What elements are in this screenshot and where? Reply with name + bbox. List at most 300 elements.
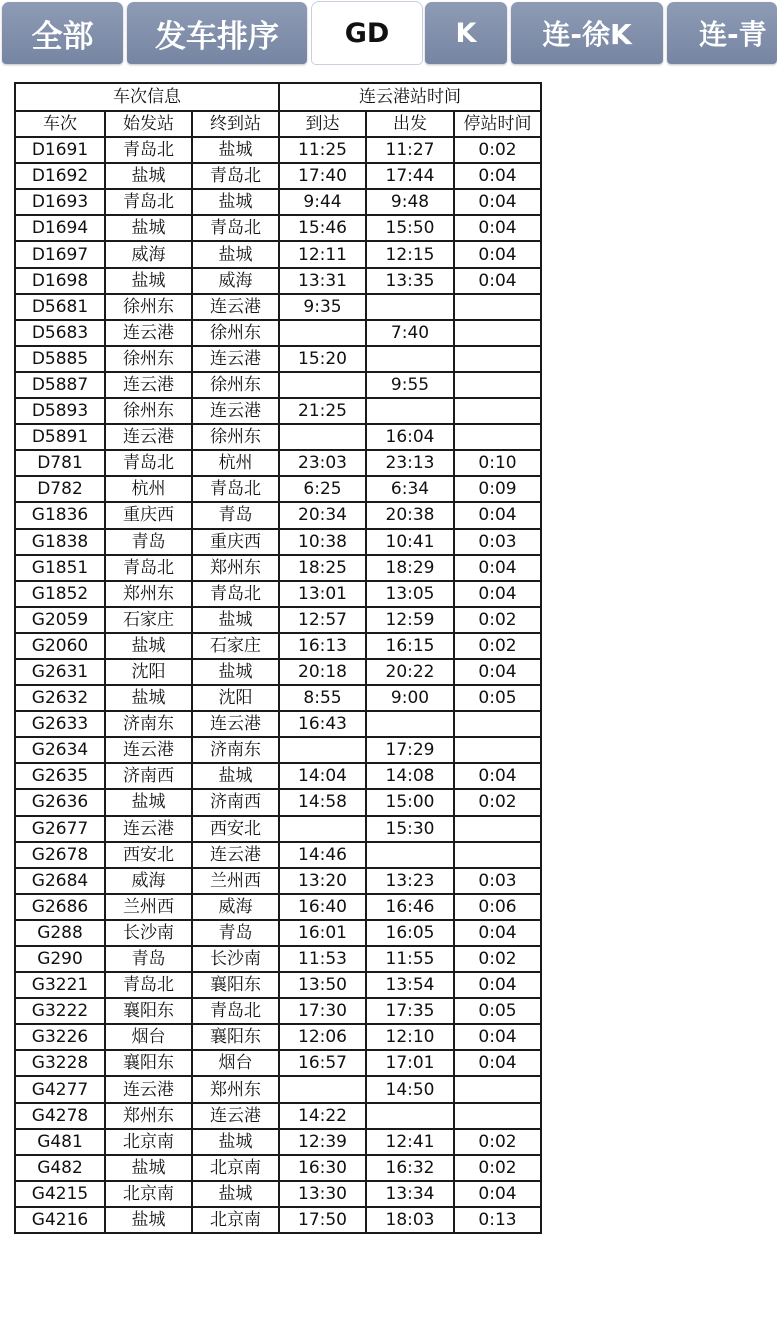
table-row xyxy=(15,1103,541,1129)
cell-train-no: D5885 xyxy=(15,346,105,372)
cell-stop-time xyxy=(454,1103,541,1129)
table-row xyxy=(15,294,541,320)
cell-destination: 沈阳 xyxy=(192,685,279,711)
cell-stop-time: 0:04 xyxy=(454,189,541,215)
cell-origin: 连云港 xyxy=(105,372,192,398)
cell-origin: 徐州东 xyxy=(105,294,192,320)
cell-arrive xyxy=(279,424,366,450)
cell-depart: 17:35 xyxy=(366,998,454,1024)
cell-destination: 济南西 xyxy=(192,789,279,815)
cell-destination: 盐城 xyxy=(192,241,279,267)
cell-arrive: 16:40 xyxy=(279,894,366,920)
cell-train-no: G2678 xyxy=(15,842,105,868)
cell-stop-time: 0:05 xyxy=(454,685,541,711)
cell-depart: 16:04 xyxy=(366,424,454,450)
cell-origin: 徐州东 xyxy=(105,346,192,372)
cell-arrive: 16:01 xyxy=(279,920,366,946)
cell-depart xyxy=(366,398,454,424)
cell-train-no: G2632 xyxy=(15,685,105,711)
table-row xyxy=(15,972,541,998)
cell-origin: 济南西 xyxy=(105,763,192,789)
cell-stop-time: 0:02 xyxy=(454,789,541,815)
cell-origin: 连云港 xyxy=(105,1076,192,1102)
cell-origin: 连云港 xyxy=(105,816,192,842)
table-row xyxy=(15,685,541,711)
cell-arrive: 17:50 xyxy=(279,1207,366,1233)
cell-stop-time: 0:02 xyxy=(454,607,541,633)
col-header-stop-time: 停站时间 xyxy=(454,111,541,137)
table-row xyxy=(15,1129,541,1155)
cell-destination: 连云港 xyxy=(192,346,279,372)
cell-arrive: 11:53 xyxy=(279,946,366,972)
table-row xyxy=(15,372,541,398)
tab-lian-xu-k[interactable]: 连-徐K xyxy=(511,2,663,64)
cell-stop-time xyxy=(454,320,541,346)
table-row xyxy=(15,502,541,528)
table-row xyxy=(15,1050,541,1076)
cell-arrive: 16:43 xyxy=(279,711,366,737)
cell-origin: 青岛 xyxy=(105,529,192,555)
table-row xyxy=(15,555,541,581)
cell-origin: 济南东 xyxy=(105,711,192,737)
cell-destination: 徐州东 xyxy=(192,424,279,450)
cell-stop-time: 0:04 xyxy=(454,215,541,241)
cell-depart: 20:22 xyxy=(366,659,454,685)
cell-depart: 11:55 xyxy=(366,946,454,972)
cell-stop-time xyxy=(454,816,541,842)
cell-stop-time: 0:02 xyxy=(454,1129,541,1155)
cell-stop-time: 0:02 xyxy=(454,1155,541,1181)
cell-stop-time: 0:04 xyxy=(454,1181,541,1207)
cell-destination: 徐州东 xyxy=(192,320,279,346)
table-row xyxy=(15,998,541,1024)
cell-depart: 16:15 xyxy=(366,633,454,659)
cell-train-no: G3222 xyxy=(15,998,105,1024)
cell-origin: 郑州东 xyxy=(105,1103,192,1129)
cell-origin: 郑州东 xyxy=(105,581,192,607)
cell-origin: 盐城 xyxy=(105,1207,192,1233)
cell-arrive xyxy=(279,816,366,842)
cell-stop-time: 0:09 xyxy=(454,476,541,502)
cell-depart: 13:54 xyxy=(366,972,454,998)
cell-origin: 石家庄 xyxy=(105,607,192,633)
cell-train-no: D1697 xyxy=(15,241,105,267)
cell-origin: 襄阳东 xyxy=(105,1050,192,1076)
cell-arrive: 18:25 xyxy=(279,555,366,581)
tab-gd[interactable]: GD xyxy=(312,2,422,64)
col-header-depart: 出发 xyxy=(366,111,454,137)
cell-origin: 盐城 xyxy=(105,215,192,241)
cell-destination: 徐州东 xyxy=(192,372,279,398)
cell-destination: 烟台 xyxy=(192,1050,279,1076)
tab-bar xyxy=(0,0,767,66)
cell-train-no: G2636 xyxy=(15,789,105,815)
cell-origin: 威海 xyxy=(105,868,192,894)
cell-arrive: 16:30 xyxy=(279,1155,366,1181)
cell-train-no: G482 xyxy=(15,1155,105,1181)
cell-arrive: 15:20 xyxy=(279,346,366,372)
cell-stop-time: 0:04 xyxy=(454,1024,541,1050)
cell-train-no: G1851 xyxy=(15,555,105,581)
cell-stop-time: 0:04 xyxy=(454,972,541,998)
table-row xyxy=(15,659,541,685)
cell-destination: 连云港 xyxy=(192,398,279,424)
cell-stop-time: 0:03 xyxy=(454,868,541,894)
cell-depart: 23:13 xyxy=(366,450,454,476)
table-row xyxy=(15,189,541,215)
cell-stop-time: 0:03 xyxy=(454,529,541,555)
cell-destination: 威海 xyxy=(192,268,279,294)
cell-arrive: 17:40 xyxy=(279,163,366,189)
cell-destination: 西安北 xyxy=(192,816,279,842)
cell-destination: 长沙南 xyxy=(192,946,279,972)
cell-destination: 石家庄 xyxy=(192,633,279,659)
col-header-arrive: 到达 xyxy=(279,111,366,137)
cell-destination: 青岛 xyxy=(192,502,279,528)
cell-train-no: G4277 xyxy=(15,1076,105,1102)
cell-destination: 威海 xyxy=(192,894,279,920)
cell-destination: 连云港 xyxy=(192,1103,279,1129)
cell-destination: 杭州 xyxy=(192,450,279,476)
group-header-station-time: 连云港站时间 xyxy=(279,83,541,111)
cell-stop-time: 0:04 xyxy=(454,920,541,946)
cell-stop-time xyxy=(454,737,541,763)
table-row xyxy=(15,137,541,163)
cell-depart: 13:35 xyxy=(366,268,454,294)
cell-origin: 连云港 xyxy=(105,320,192,346)
cell-origin: 青岛北 xyxy=(105,189,192,215)
cell-origin: 北京南 xyxy=(105,1181,192,1207)
cell-train-no: D1698 xyxy=(15,268,105,294)
cell-depart: 16:46 xyxy=(366,894,454,920)
cell-depart: 18:03 xyxy=(366,1207,454,1233)
cell-origin: 长沙南 xyxy=(105,920,192,946)
cell-origin: 徐州东 xyxy=(105,398,192,424)
cell-arrive xyxy=(279,1076,366,1102)
cell-arrive: 6:25 xyxy=(279,476,366,502)
tab-departure-sort[interactable]: 发车排序 xyxy=(127,2,307,64)
cell-arrive: 14:22 xyxy=(279,1103,366,1129)
cell-arrive: 10:38 xyxy=(279,529,366,555)
cell-origin: 盐城 xyxy=(105,633,192,659)
table-row xyxy=(15,163,541,189)
table-row xyxy=(15,1155,541,1181)
cell-arrive: 13:50 xyxy=(279,972,366,998)
tab-k[interactable]: K xyxy=(425,2,507,64)
cell-train-no: G290 xyxy=(15,946,105,972)
cell-stop-time: 0:05 xyxy=(454,998,541,1024)
table-row xyxy=(15,476,541,502)
cell-stop-time: 0:04 xyxy=(454,268,541,294)
cell-destination: 盐城 xyxy=(192,1129,279,1155)
cell-depart: 14:08 xyxy=(366,763,454,789)
cell-destination: 盐城 xyxy=(192,1181,279,1207)
cell-destination: 盐城 xyxy=(192,607,279,633)
cell-train-no: G2633 xyxy=(15,711,105,737)
table-row xyxy=(15,633,541,659)
cell-train-no: G2060 xyxy=(15,633,105,659)
cell-depart: 20:38 xyxy=(366,502,454,528)
cell-depart: 10:41 xyxy=(366,529,454,555)
table-row xyxy=(15,581,541,607)
col-header-destination: 终到站 xyxy=(192,111,279,137)
cell-train-no: G3226 xyxy=(15,1024,105,1050)
cell-stop-time: 0:04 xyxy=(454,1050,541,1076)
cell-stop-time: 0:04 xyxy=(454,163,541,189)
cell-depart: 13:05 xyxy=(366,581,454,607)
cell-destination: 青岛北 xyxy=(192,163,279,189)
cell-stop-time xyxy=(454,1076,541,1102)
cell-train-no: G2631 xyxy=(15,659,105,685)
cell-arrive: 17:30 xyxy=(279,998,366,1024)
cell-train-no: D782 xyxy=(15,476,105,502)
cell-destination: 重庆西 xyxy=(192,529,279,555)
table-row xyxy=(15,920,541,946)
cell-stop-time xyxy=(454,346,541,372)
table-row xyxy=(15,868,541,894)
table-row xyxy=(15,946,541,972)
table-row xyxy=(15,816,541,842)
table-row xyxy=(15,529,541,555)
table-row xyxy=(15,424,541,450)
cell-depart xyxy=(366,842,454,868)
cell-destination: 青岛 xyxy=(192,920,279,946)
cell-arrive: 12:39 xyxy=(279,1129,366,1155)
cell-origin: 连云港 xyxy=(105,737,192,763)
cell-depart: 13:34 xyxy=(366,1181,454,1207)
column-header-row xyxy=(15,111,541,137)
cell-destination: 郑州东 xyxy=(192,1076,279,1102)
cell-arrive: 12:06 xyxy=(279,1024,366,1050)
cell-destination: 郑州东 xyxy=(192,555,279,581)
cell-train-no: G481 xyxy=(15,1129,105,1155)
cell-arrive: 9:44 xyxy=(279,189,366,215)
cell-stop-time xyxy=(454,398,541,424)
cell-stop-time: 0:02 xyxy=(454,137,541,163)
cell-train-no: D5683 xyxy=(15,320,105,346)
cell-depart: 9:55 xyxy=(366,372,454,398)
table-row xyxy=(15,1181,541,1207)
cell-stop-time: 0:02 xyxy=(454,633,541,659)
cell-arrive: 13:31 xyxy=(279,268,366,294)
cell-train-no: G4278 xyxy=(15,1103,105,1129)
cell-depart: 17:44 xyxy=(366,163,454,189)
cell-train-no: D1692 xyxy=(15,163,105,189)
cell-train-no: G4215 xyxy=(15,1181,105,1207)
cell-arrive: 16:57 xyxy=(279,1050,366,1076)
cell-train-no: D1691 xyxy=(15,137,105,163)
cell-arrive: 9:35 xyxy=(279,294,366,320)
cell-destination: 盐城 xyxy=(192,763,279,789)
table-row xyxy=(15,398,541,424)
table-row xyxy=(15,450,541,476)
col-header-train-no: 车次 xyxy=(15,111,105,137)
cell-origin: 盐城 xyxy=(105,1155,192,1181)
cell-origin: 兰州西 xyxy=(105,894,192,920)
cell-origin: 盐城 xyxy=(105,789,192,815)
cell-origin: 青岛 xyxy=(105,946,192,972)
cell-stop-time xyxy=(454,372,541,398)
cell-train-no: D5887 xyxy=(15,372,105,398)
cell-depart: 6:34 xyxy=(366,476,454,502)
group-header-row xyxy=(15,83,541,111)
cell-depart: 9:00 xyxy=(366,685,454,711)
table-row xyxy=(15,320,541,346)
cell-train-no: G2677 xyxy=(15,816,105,842)
cell-depart: 13:23 xyxy=(366,868,454,894)
cell-depart: 12:10 xyxy=(366,1024,454,1050)
cell-destination: 济南东 xyxy=(192,737,279,763)
cell-train-no: D5893 xyxy=(15,398,105,424)
cell-depart: 17:29 xyxy=(366,737,454,763)
cell-train-no: G288 xyxy=(15,920,105,946)
cell-destination: 北京南 xyxy=(192,1155,279,1181)
tab-lian-qing[interactable]: 连-青 xyxy=(667,2,777,64)
cell-depart: 18:29 xyxy=(366,555,454,581)
cell-train-no: G2686 xyxy=(15,894,105,920)
table-row xyxy=(15,1076,541,1102)
cell-origin: 青岛北 xyxy=(105,972,192,998)
cell-train-no: G2059 xyxy=(15,607,105,633)
table-row xyxy=(15,1207,541,1233)
tab-all[interactable]: 全部 xyxy=(2,2,123,64)
cell-destination: 兰州西 xyxy=(192,868,279,894)
cell-origin: 青岛北 xyxy=(105,450,192,476)
cell-destination: 襄阳东 xyxy=(192,972,279,998)
cell-depart xyxy=(366,711,454,737)
cell-destination: 盐城 xyxy=(192,189,279,215)
cell-origin: 盐城 xyxy=(105,268,192,294)
cell-stop-time: 0:06 xyxy=(454,894,541,920)
cell-destination: 青岛北 xyxy=(192,215,279,241)
cell-destination: 青岛北 xyxy=(192,581,279,607)
cell-depart: 9:48 xyxy=(366,189,454,215)
cell-arrive: 8:55 xyxy=(279,685,366,711)
cell-arrive: 12:57 xyxy=(279,607,366,633)
cell-depart: 16:05 xyxy=(366,920,454,946)
cell-arrive xyxy=(279,372,366,398)
cell-train-no: D5891 xyxy=(15,424,105,450)
cell-train-no: G2684 xyxy=(15,868,105,894)
cell-stop-time: 0:13 xyxy=(454,1207,541,1233)
cell-arrive: 21:25 xyxy=(279,398,366,424)
cell-depart xyxy=(366,346,454,372)
cell-stop-time: 0:04 xyxy=(454,555,541,581)
cell-stop-time: 0:04 xyxy=(454,502,541,528)
cell-depart: 12:59 xyxy=(366,607,454,633)
cell-depart: 15:00 xyxy=(366,789,454,815)
cell-depart: 11:27 xyxy=(366,137,454,163)
cell-origin: 襄阳东 xyxy=(105,998,192,1024)
cell-depart: 15:30 xyxy=(366,816,454,842)
cell-depart xyxy=(366,294,454,320)
cell-stop-time xyxy=(454,294,541,320)
cell-arrive: 12:11 xyxy=(279,241,366,267)
table-row xyxy=(15,1024,541,1050)
table-row xyxy=(15,763,541,789)
cell-arrive xyxy=(279,320,366,346)
cell-destination: 盐城 xyxy=(192,659,279,685)
cell-stop-time xyxy=(454,711,541,737)
cell-train-no: G2634 xyxy=(15,737,105,763)
cell-stop-time: 0:04 xyxy=(454,241,541,267)
cell-destination: 连云港 xyxy=(192,294,279,320)
cell-depart: 16:32 xyxy=(366,1155,454,1181)
cell-depart: 14:50 xyxy=(366,1076,454,1102)
cell-origin: 盐城 xyxy=(105,685,192,711)
table-row xyxy=(15,842,541,868)
cell-stop-time: 0:04 xyxy=(454,763,541,789)
table-row xyxy=(15,215,541,241)
cell-arrive: 11:25 xyxy=(279,137,366,163)
cell-train-no: D1694 xyxy=(15,215,105,241)
cell-depart: 17:01 xyxy=(366,1050,454,1076)
cell-depart xyxy=(366,1103,454,1129)
timetable xyxy=(14,82,542,1234)
cell-stop-time: 0:02 xyxy=(454,946,541,972)
cell-arrive: 20:34 xyxy=(279,502,366,528)
cell-origin: 沈阳 xyxy=(105,659,192,685)
cell-arrive: 23:03 xyxy=(279,450,366,476)
cell-arrive: 15:46 xyxy=(279,215,366,241)
cell-stop-time: 0:10 xyxy=(454,450,541,476)
cell-destination: 连云港 xyxy=(192,842,279,868)
table-row xyxy=(15,894,541,920)
cell-destination: 盐城 xyxy=(192,137,279,163)
cell-train-no: G1836 xyxy=(15,502,105,528)
cell-stop-time xyxy=(454,424,541,450)
cell-train-no: D1693 xyxy=(15,189,105,215)
table-row xyxy=(15,789,541,815)
group-header-train-info: 车次信息 xyxy=(15,83,279,111)
cell-train-no: G1852 xyxy=(15,581,105,607)
col-header-origin: 始发站 xyxy=(105,111,192,137)
cell-origin: 连云港 xyxy=(105,424,192,450)
cell-destination: 北京南 xyxy=(192,1207,279,1233)
table-row xyxy=(15,711,541,737)
cell-origin: 杭州 xyxy=(105,476,192,502)
cell-depart: 15:50 xyxy=(366,215,454,241)
cell-destination: 青岛北 xyxy=(192,998,279,1024)
cell-origin: 重庆西 xyxy=(105,502,192,528)
cell-origin: 青岛北 xyxy=(105,555,192,581)
cell-depart: 12:15 xyxy=(366,241,454,267)
cell-origin: 盐城 xyxy=(105,163,192,189)
cell-train-no: D781 xyxy=(15,450,105,476)
cell-arrive: 16:13 xyxy=(279,633,366,659)
cell-train-no: G3221 xyxy=(15,972,105,998)
cell-arrive: 14:58 xyxy=(279,789,366,815)
cell-arrive: 20:18 xyxy=(279,659,366,685)
cell-stop-time: 0:04 xyxy=(454,659,541,685)
cell-origin: 烟台 xyxy=(105,1024,192,1050)
cell-arrive: 14:46 xyxy=(279,842,366,868)
cell-depart: 12:41 xyxy=(366,1129,454,1155)
cell-train-no: G1838 xyxy=(15,529,105,555)
table-body xyxy=(15,137,541,1233)
cell-destination: 青岛北 xyxy=(192,476,279,502)
table-row xyxy=(15,268,541,294)
cell-train-no: G4216 xyxy=(15,1207,105,1233)
table-row xyxy=(15,607,541,633)
cell-origin: 威海 xyxy=(105,241,192,267)
cell-origin: 北京南 xyxy=(105,1129,192,1155)
cell-train-no: G3228 xyxy=(15,1050,105,1076)
cell-arrive xyxy=(279,737,366,763)
table-row xyxy=(15,241,541,267)
table-row xyxy=(15,346,541,372)
cell-stop-time xyxy=(454,842,541,868)
